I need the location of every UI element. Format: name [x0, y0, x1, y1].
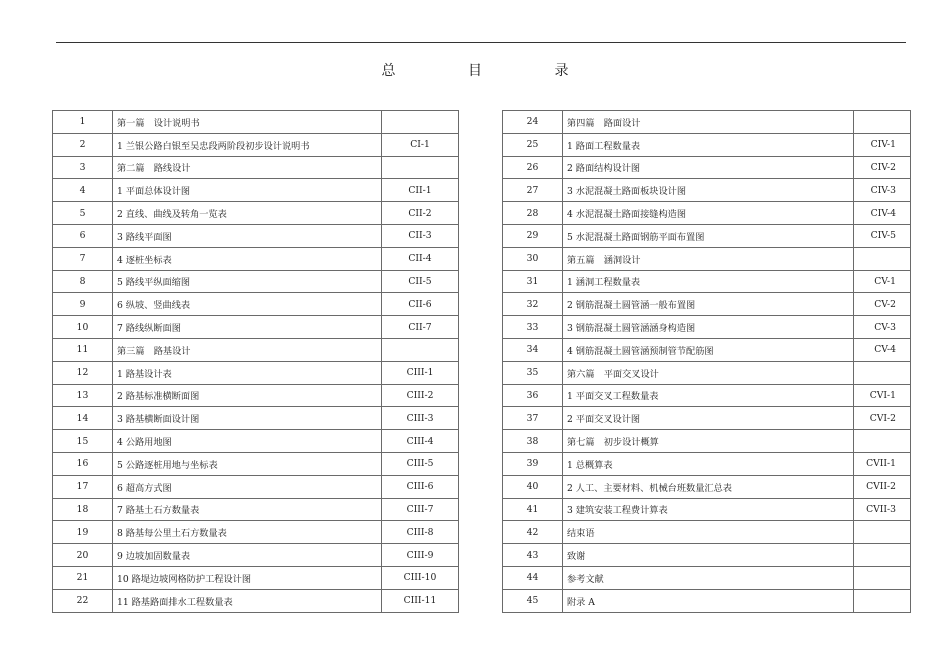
toc-entry-title: 1 路基设计表 — [113, 361, 382, 384]
toc-table-left — [52, 110, 459, 613]
toc-drawing-code — [854, 361, 911, 384]
toc-entry-title: 第七篇 初步设计概算 — [563, 430, 854, 453]
toc-entry-title: 11 路基路面排水工程数量表 — [113, 589, 382, 612]
toc-drawing-code: CII-5 — [382, 270, 459, 293]
toc-drawing-code: CII-1 — [382, 179, 459, 202]
toc-drawing-code: CIII-10 — [382, 566, 459, 589]
toc-row — [53, 361, 459, 384]
toc-entry-title: 2 钢筋混凝土圆管涵一般布置图 — [563, 293, 854, 316]
toc-entry-title: 4 水泥混凝土路面接缝构造图 — [563, 202, 854, 225]
toc-row — [503, 384, 911, 407]
toc-entry-title: 5 路线平纵面缩图 — [113, 270, 382, 293]
toc-entry-title: 2 平面交叉设计图 — [563, 407, 854, 430]
toc-row — [503, 475, 911, 498]
toc-number: 18 — [53, 498, 113, 521]
toc-drawing-code — [854, 521, 911, 544]
toc-row — [503, 361, 911, 384]
toc-number: 41 — [503, 498, 563, 521]
toc-entry-title: 4 钢筋混凝土圆管涵预制管节配筋图 — [563, 338, 854, 361]
toc-row — [53, 338, 459, 361]
toc-entry-title: 9 边坡加固数量表 — [113, 544, 382, 567]
toc-drawing-code: CIII-7 — [382, 498, 459, 521]
toc-row — [53, 589, 459, 612]
toc-row — [53, 452, 459, 475]
toc-drawing-code: CIV-4 — [854, 202, 911, 225]
toc-number: 39 — [503, 452, 563, 475]
toc-row — [503, 224, 911, 247]
toc-number: 45 — [503, 589, 563, 612]
toc-number: 38 — [503, 430, 563, 453]
toc-row — [53, 224, 459, 247]
title-char: 录 — [554, 63, 569, 79]
toc-row — [503, 247, 911, 270]
toc-drawing-code: CII-4 — [382, 247, 459, 270]
toc-entry-title: 2 路基标准横断面图 — [113, 384, 382, 407]
toc-entry-title: 1 路面工程数量表 — [563, 133, 854, 156]
toc-row — [53, 156, 459, 179]
toc-number: 24 — [503, 111, 563, 134]
toc-row — [503, 179, 911, 202]
toc-number: 30 — [503, 247, 563, 270]
toc-drawing-code: CVII-2 — [854, 475, 911, 498]
toc-row — [503, 338, 911, 361]
toc-row — [53, 247, 459, 270]
toc-drawing-code: CV-4 — [854, 338, 911, 361]
toc-drawing-code: CII-3 — [382, 224, 459, 247]
title-char: 总 — [381, 63, 396, 79]
toc-row — [503, 452, 911, 475]
toc-drawing-code: CV-3 — [854, 316, 911, 339]
toc-drawing-code: CVII-3 — [854, 498, 911, 521]
toc-entry-title: 6 纵坡、竖曲线表 — [113, 293, 382, 316]
toc-entry-title: 1 平面总体设计图 — [113, 179, 382, 202]
toc-row — [503, 407, 911, 430]
toc-row — [53, 111, 459, 134]
toc-entry-title: 7 路基土石方数量表 — [113, 498, 382, 521]
toc-entry-title: 第五篇 涵洞设计 — [563, 247, 854, 270]
toc-drawing-code: CII-7 — [382, 316, 459, 339]
toc-number: 6 — [53, 224, 113, 247]
toc-number: 10 — [53, 316, 113, 339]
toc-drawing-code: CIV-1 — [854, 133, 911, 156]
toc-number: 9 — [53, 293, 113, 316]
toc-number: 42 — [503, 521, 563, 544]
toc-number: 35 — [503, 361, 563, 384]
toc-table-right — [502, 110, 911, 613]
toc-number: 12 — [53, 361, 113, 384]
toc-number: 43 — [503, 544, 563, 567]
toc-entry-title: 6 超高方式图 — [113, 475, 382, 498]
toc-number: 4 — [53, 179, 113, 202]
toc-entry-title: 1 总概算表 — [563, 452, 854, 475]
toc-row — [53, 475, 459, 498]
toc-entry-title: 第一篇 设计说明书 — [113, 111, 382, 134]
toc-entry-title: 2 路面结构设计图 — [563, 156, 854, 179]
toc-drawing-code: CI-1 — [382, 133, 459, 156]
toc-row — [503, 133, 911, 156]
toc-number: 29 — [503, 224, 563, 247]
toc-row — [53, 498, 459, 521]
toc-drawing-code: CIII-9 — [382, 544, 459, 567]
toc-row — [503, 316, 911, 339]
toc-row — [53, 430, 459, 453]
toc-entry-title: 致谢 — [563, 544, 854, 567]
toc-drawing-code: CIII-4 — [382, 430, 459, 453]
toc-number: 11 — [53, 338, 113, 361]
toc-number: 3 — [53, 156, 113, 179]
toc-drawing-code: CV-1 — [854, 270, 911, 293]
toc-table-left-body — [53, 111, 459, 613]
toc-row — [503, 111, 911, 134]
toc-row — [503, 156, 911, 179]
toc-entry-title: 2 人工、主要材料、机械台班数量汇总表 — [563, 475, 854, 498]
toc-drawing-code: CIII-5 — [382, 452, 459, 475]
toc-row — [503, 498, 911, 521]
toc-number: 8 — [53, 270, 113, 293]
toc-drawing-code: CV-2 — [854, 293, 911, 316]
toc-entry-title: 参考文献 — [563, 566, 854, 589]
toc-number: 28 — [503, 202, 563, 225]
toc-row — [503, 544, 911, 567]
toc-drawing-code: CIII-3 — [382, 407, 459, 430]
toc-entry-title: 3 路基横断面设计图 — [113, 407, 382, 430]
toc-entry-title: 1 涵洞工程数量表 — [563, 270, 854, 293]
toc-entry-title: 附录 A — [563, 589, 854, 612]
toc-drawing-code: CIV-3 — [854, 179, 911, 202]
toc-drawing-code: CII-2 — [382, 202, 459, 225]
toc-entry-title: 第六篇 平面交叉设计 — [563, 361, 854, 384]
toc-row — [53, 202, 459, 225]
toc-entry-title: 1 兰银公路白银至吴忠段两阶段初步设计说明书 — [113, 133, 382, 156]
toc-entry-title: 第四篇 路面设计 — [563, 111, 854, 134]
toc-row — [503, 270, 911, 293]
toc-entry-title: 8 路基每公里土石方数量表 — [113, 521, 382, 544]
toc-entry-title: 7 路线纵断面图 — [113, 316, 382, 339]
toc-drawing-code — [854, 430, 911, 453]
toc-number: 21 — [53, 566, 113, 589]
toc-entry-title: 3 路线平面图 — [113, 224, 382, 247]
toc-drawing-code — [382, 156, 459, 179]
toc-row — [53, 407, 459, 430]
toc-drawing-code — [854, 111, 911, 134]
toc-number: 5 — [53, 202, 113, 225]
toc-drawing-code: CVI-2 — [854, 407, 911, 430]
toc-entry-title: 第二篇 路线设计 — [113, 156, 382, 179]
toc-row — [503, 430, 911, 453]
toc-row — [53, 521, 459, 544]
toc-drawing-code — [854, 247, 911, 270]
toc-number: 7 — [53, 247, 113, 270]
toc-row — [503, 521, 911, 544]
toc-entry-title: 3 钢筋混凝土圆管涵涵身构造图 — [563, 316, 854, 339]
toc-number: 14 — [53, 407, 113, 430]
toc-row — [503, 589, 911, 612]
toc-number: 22 — [53, 589, 113, 612]
toc-number: 33 — [503, 316, 563, 339]
toc-entry-title: 10 路堤边坡网格防护工程设计图 — [113, 566, 382, 589]
toc-number: 25 — [503, 133, 563, 156]
toc-row — [53, 544, 459, 567]
toc-drawing-code: CVI-1 — [854, 384, 911, 407]
toc-drawing-code: CIII-6 — [382, 475, 459, 498]
toc-entry-title: 3 建筑安装工程费计算表 — [563, 498, 854, 521]
toc-number: 26 — [503, 156, 563, 179]
toc-number: 31 — [503, 270, 563, 293]
toc-drawing-code — [854, 589, 911, 612]
toc-drawing-code: CIII-1 — [382, 361, 459, 384]
header-rule — [56, 42, 906, 43]
toc-number: 32 — [503, 293, 563, 316]
toc-row — [53, 270, 459, 293]
toc-number: 36 — [503, 384, 563, 407]
toc-row — [53, 179, 459, 202]
toc-drawing-code — [382, 338, 459, 361]
toc-table-right-body — [503, 111, 911, 613]
toc-drawing-code: CVII-1 — [854, 452, 911, 475]
toc-drawing-code: CIII-8 — [382, 521, 459, 544]
toc-number: 16 — [53, 452, 113, 475]
toc-drawing-code: CIII-11 — [382, 589, 459, 612]
toc-row — [503, 202, 911, 225]
toc-entry-title: 结束语 — [563, 521, 854, 544]
toc-row — [53, 566, 459, 589]
toc-number: 2 — [53, 133, 113, 156]
toc-entry-title: 3 水泥混凝土路面板块设计图 — [563, 179, 854, 202]
toc-number: 34 — [503, 338, 563, 361]
toc-number: 40 — [503, 475, 563, 498]
toc-number: 13 — [53, 384, 113, 407]
toc-entry-title: 5 公路逐桩用地与坐标表 — [113, 452, 382, 475]
toc-entry-title: 4 逐桩坐标表 — [113, 247, 382, 270]
toc-number: 17 — [53, 475, 113, 498]
toc-entry-title: 第三篇 路基设计 — [113, 338, 382, 361]
page-title — [0, 60, 950, 80]
toc-row — [53, 384, 459, 407]
toc-drawing-code: CIII-2 — [382, 384, 459, 407]
toc-number: 15 — [53, 430, 113, 453]
toc-entry-title: 1 平面交叉工程数量表 — [563, 384, 854, 407]
toc-drawing-code — [382, 111, 459, 134]
toc-entry-title: 4 公路用地图 — [113, 430, 382, 453]
toc-row — [53, 293, 459, 316]
toc-row — [503, 566, 911, 589]
toc-number: 19 — [53, 521, 113, 544]
toc-entry-title: 2 直线、曲线及转角一览表 — [113, 202, 382, 225]
toc-row — [53, 316, 459, 339]
toc-number: 27 — [503, 179, 563, 202]
toc-row — [53, 133, 459, 156]
toc-row — [503, 293, 911, 316]
toc-drawing-code: CII-6 — [382, 293, 459, 316]
toc-number: 1 — [53, 111, 113, 134]
toc-number: 20 — [53, 544, 113, 567]
toc-entry-title: 5 水泥混凝土路面钢筋平面布置图 — [563, 224, 854, 247]
toc-drawing-code — [854, 566, 911, 589]
toc-number: 37 — [503, 407, 563, 430]
toc-drawing-code: CIV-2 — [854, 156, 911, 179]
toc-drawing-code: CIV-5 — [854, 224, 911, 247]
toc-drawing-code — [854, 544, 911, 567]
title-char: 目 — [468, 63, 482, 79]
toc-number: 44 — [503, 566, 563, 589]
